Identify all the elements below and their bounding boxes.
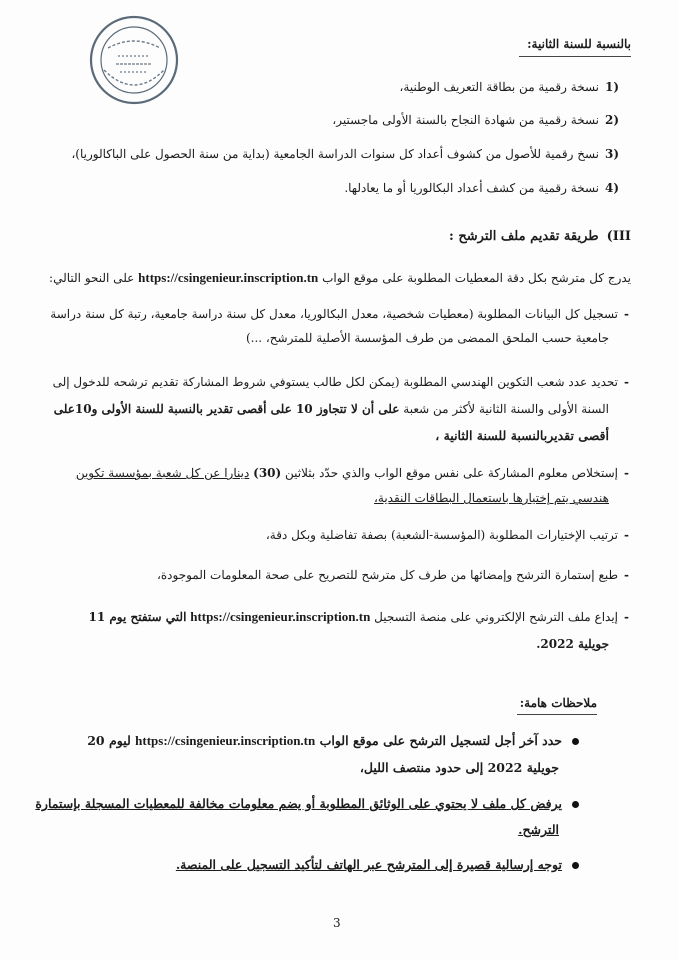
website-link[interactable]: https://csingenieur.inscription.tn (138, 270, 319, 285)
platform-link[interactable]: https://csingenieur.inscription.tn (190, 609, 371, 624)
page-number: 3 (333, 916, 341, 930)
step-item: -ترتيب الإختيارات المطلوبة (المؤسسة-الشعبة) بصفة تفاضلية وبكل دقة، (265, 528, 629, 542)
step-continuation: أقصى تقديربالنسبة للسنة الثانية ، (435, 428, 609, 443)
notes-heading: ملاحظات هامة: (519, 696, 597, 710)
official-stamp (88, 14, 180, 106)
step-continuation: جويلية 2022. (536, 637, 609, 651)
step-continuation: جامعية حسب الملحق الممضى من طرف المؤسسة الأصلية للمترشح، ...) (245, 331, 609, 345)
note-continuation: جويلية 2022 إلى حدود منتصف الليل، (359, 760, 559, 775)
deadline-link[interactable]: https://csingenieur.inscription.tn (135, 733, 316, 748)
list-item: 2)نسخة رقمية من شهادة النجاح بالسنة الأولى ماجستير، (332, 113, 620, 127)
step-continuation: السنة الأولى والسنة الثانية لأكثر من شعبة على أن لا تتجاوز 10 على أقصى تقدير بالنسبة للسنة الأولى و10على (53, 402, 609, 416)
step-item: -إستخلاص معلوم المشاركة على نفس موقع الواب والذي حدّد بثلاثين (30) دينارا عن كل شعبة بمؤسسة تكوين (75, 466, 629, 480)
list-item: 4)نسخة رقمية من كشف أعداد البكالوريا أو ما يعادلها. (344, 181, 620, 195)
note-continuation: الترشح. (518, 822, 559, 837)
second-year-heading: بالنسبة للسنة الثانية: (527, 37, 631, 51)
note-item: حدد آخر أجل لتسجيل الترشح على موقع الواب https://csingenieur.inscription.tn ليوم 20 (87, 733, 579, 749)
step-item: -تحديد عدد شعب التكوين الهندسي المطلوبة (يمكن لكل طالب يستوفي شروط المشاركة تقديم ترشحه للدخول إلى (52, 375, 629, 389)
step-item: -طبع إستمارة الترشح وإمضائها من طرف كل مترشح للتصريح على صحة المعلومات الموجودة، (156, 568, 629, 582)
heading-underline (519, 56, 631, 57)
step-item: -إيداع ملف الترشح الإلكتروني على منصة التسجيل https://csingenieur.inscription.tn التي ستفتح يوم 11 (88, 609, 629, 624)
section-title: III)طريقة تقديم ملف الترشح : (449, 229, 631, 244)
list-item: 3)نسخ رقمية للأصول من كشوف أعداد كل سنوات الدراسة الجامعية (بداية من سنة الحصول على الباكالوريا)، (71, 147, 620, 161)
step-continuation: هندسي يتم إختيارها باستعمال البطاقات النقدية، (374, 491, 609, 505)
list-item: 1)نسخة رقمية من بطاقة التعريف الوطنية، (399, 80, 620, 94)
step-item: -تسجيل كل البيانات المطلوبة (معطيات شخصية، معدل البكالوريا، معدل كل سنة دراسة جامعية، رتبة كل سنة دراسة (50, 307, 629, 321)
note-item: توجه إرسالية قصيرة إلى المترشح عبر الهاتف لتأكيد التسجيل على المنصة. (176, 857, 579, 872)
notes-underline (517, 714, 597, 715)
section-intro: يدرج كل مترشح بكل دقة المعطيات المطلوبة على موقع الواب https://csingenieur.inscription.tn على النحو التالي: (49, 270, 631, 285)
note-item: يرفض كل ملف لا يحتوي على الوثائق المطلوبة أو يضم معلومات مخالفة للمعطيات المسجلة بإستمارة (35, 796, 579, 811)
